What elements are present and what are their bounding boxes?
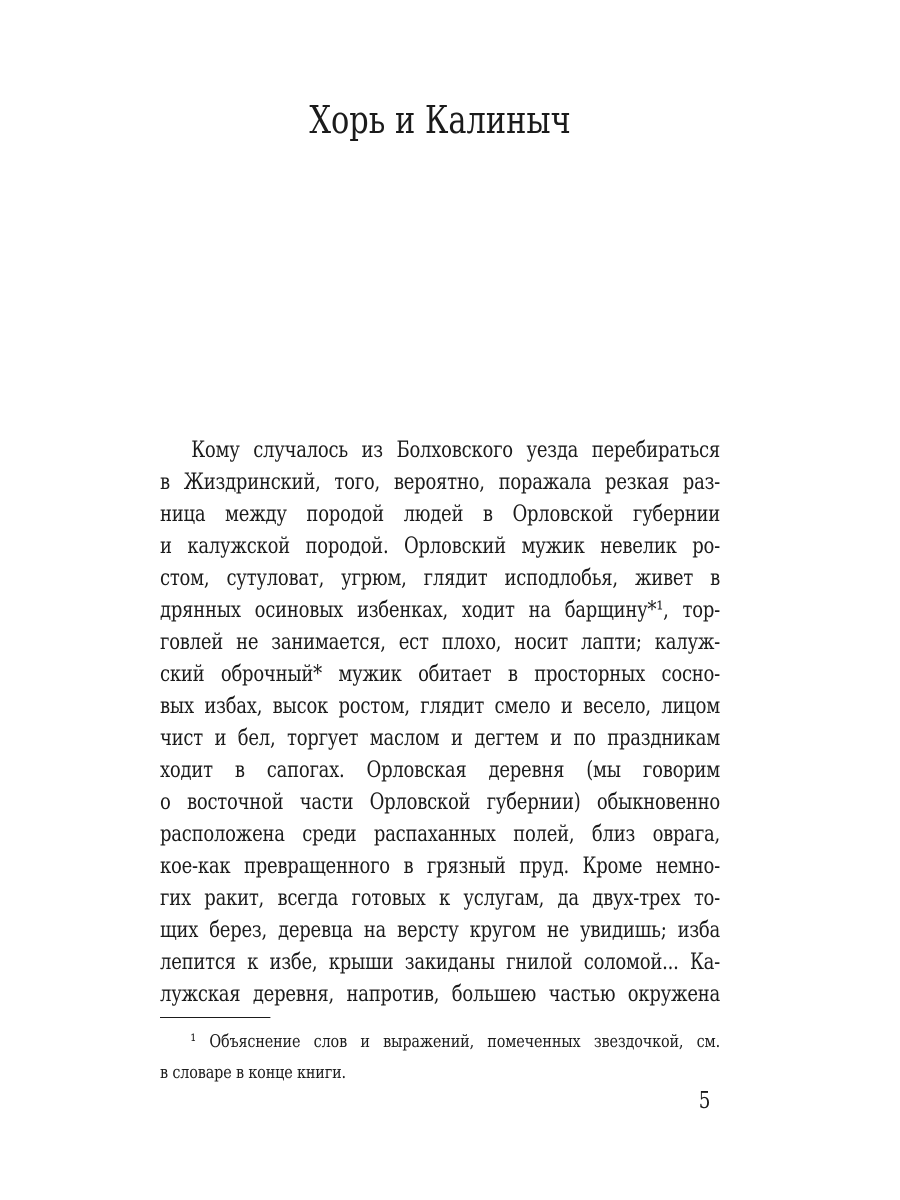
body-text-line: ходит в сапогах. Орловская деревня (мы говорим bbox=[160, 757, 720, 783]
footnote bbox=[160, 1026, 720, 1088]
body-text-line: лужская деревня, напротив, большею частью окружена bbox=[160, 981, 720, 1007]
body-text-line: дрянных осиновых избенках, ходит на барщину*¹, тор- bbox=[160, 597, 720, 623]
body-text-line: щих берез, деревца на версту кругом не увидишь; изба bbox=[160, 917, 720, 943]
body-text-line: и калужской породой. Орловский мужик невелик ро- bbox=[160, 533, 720, 559]
body-text-line: расположена среди распаханных полей, близ оврага, bbox=[160, 821, 720, 847]
page-number: 5 bbox=[698, 1088, 711, 1114]
body-text-line: чист и бел, торгует маслом и дегтем и по праздникам bbox=[160, 725, 720, 751]
body-text-line: лепится к избе, крыши закиданы гнилой соломой... Ка- bbox=[160, 949, 720, 975]
body-text-line: кое-как превращенного в грязный пруд. Кроме немно- bbox=[160, 853, 720, 879]
footnote-divider bbox=[160, 1017, 270, 1018]
body-text-line: стом, сутуловат, угрюм, глядит исподлобья, живет в bbox=[160, 565, 720, 591]
chapter-title: Хорь и Калиныч bbox=[309, 98, 571, 142]
footnote-line: ¹ Объяснение слов и выражений, помеченных звездочкой, см. bbox=[190, 1031, 720, 1052]
body-text-line: говлей не занимается, ест плохо, носит лапти; калуж- bbox=[160, 629, 720, 655]
text-column bbox=[160, 0, 720, 1200]
footnote-line: в словаре в конце книги. bbox=[160, 1062, 346, 1083]
body-text-line: гих ракит, всегда готовых к услугам, да двух-трех то- bbox=[160, 885, 720, 911]
body-text-line: Кому случалось из Болховского уезда перебираться bbox=[191, 437, 720, 463]
body-text-line: ский оброчный* мужик обитает в просторных сосно- bbox=[160, 661, 720, 687]
body-text-line: ница между породой людей в Орловской губернии bbox=[160, 501, 720, 527]
body-paragraph bbox=[160, 434, 720, 1010]
body-text-line: вых избах, высок ростом, глядит смело и весело, лицом bbox=[160, 693, 720, 719]
body-text-line: о восточной части Орловской губернии) обыкновенно bbox=[160, 789, 720, 815]
body-text-line: в Жиздринский, того, вероятно, поражала резкая раз- bbox=[160, 469, 720, 495]
